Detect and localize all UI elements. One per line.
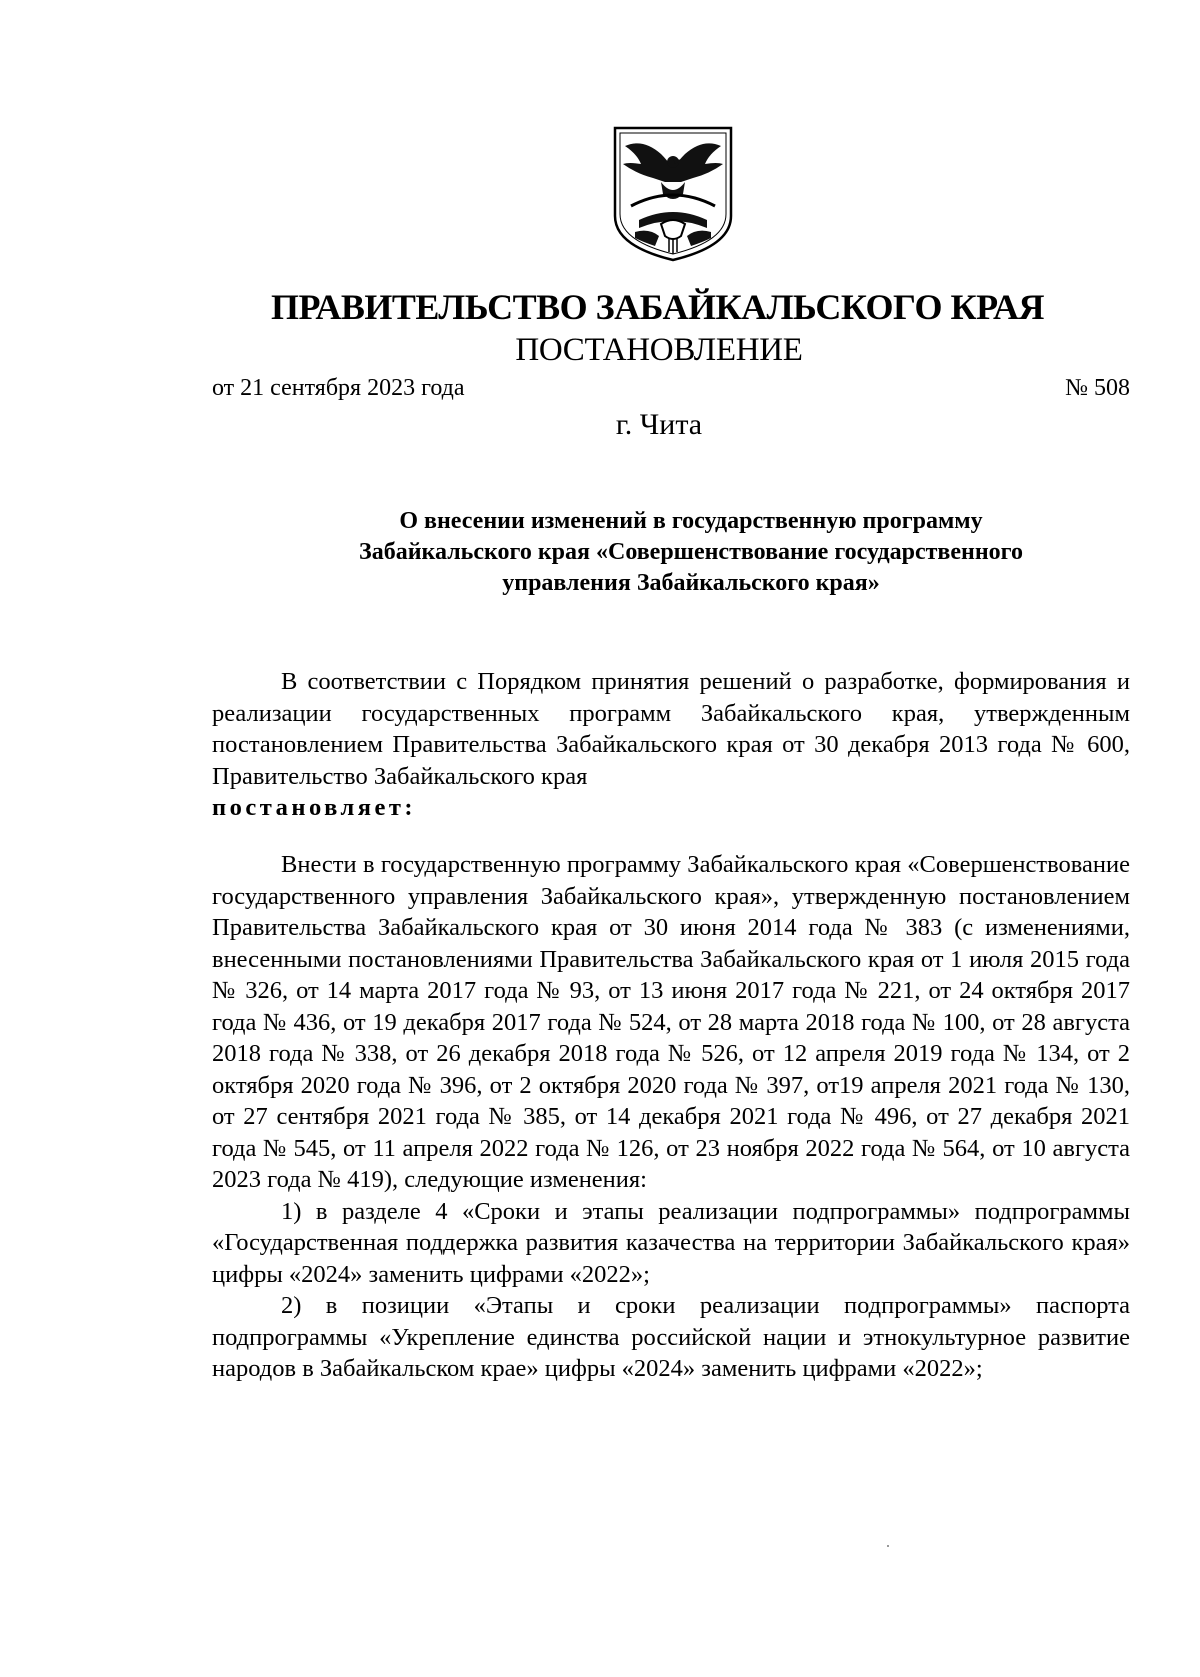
document-type: ПОСТАНОВЛЕНИЕ	[515, 332, 803, 368]
government-title: ПРАВИТЕЛЬСТВО ЗАБАЙКАЛЬСКОГО КРАЯ	[270, 287, 1045, 327]
subject-line: О внесении изменений в государственную программу	[399, 508, 983, 534]
document-date: от 21 сентября 2023 года	[212, 375, 465, 401]
document-city: г. Чита	[615, 408, 703, 441]
change-item: 2) в позиции «Этапы и сроки реализации подпрограммы» паспорта подпрограммы «Укрепление единства российской нации и этнокультурное развитие народов в Забайкальском крае» цифры «2024» заменить цифрами «2022»;	[212, 1292, 1130, 1382]
change-item: 1) в разделе 4 «Сроки и этапы реализации подпрограммы» подпрограммы «Государственная поддержка развития казачества на территории Забайкальского края» цифры «2024» заменить цифрами «2022»;	[212, 1197, 1130, 1288]
main-text: Внести в государственную программу Забайкальского края «Совершенствование государственного управления Забайкальского края», утвержденную постановлением Правительства Забайкальского края от 30 июня 2014 года № 383 (с изменениями, внесенными постановлениями Правительства Забайкальского края от 1 июля 2015 года № 326, от 14 марта 2017 года № 93, от 13 июня 2017 года № 221, от 24 октября 2017 года № 436, от 19 декабря 2017 года № 524, от 28 марта 2018 года № 100, от 28 августа 2018 года № 338, от 26 декабря 2018 года № 526, от 12 апреля 2019 года № 134, от 2 октября 2020 года № 396, от 2 октября 2020 года № 397, от19 апреля 2021 года № 130, от 27 сентября 2021 года № 385, от 14 декабря 2021 года № 496, от 27 декабря 2021 года № 545, от 11 апреля 2022 года № 126, от 23 ноября 2022 года № 564, от 10 августа 2023 года № 419), следующие изменения:	[212, 851, 1130, 1193]
decree-colon: :	[404, 794, 417, 821]
intro-paragraph	[212, 666, 1130, 824]
subject-line: управления Забайкальского края»	[502, 570, 880, 596]
document-number: № 508	[1065, 375, 1130, 401]
subject-line: Забайкальского края «Совершенствование государственного	[359, 539, 1023, 565]
decree-word: постановляет	[212, 794, 405, 821]
scan-speck	[887, 1545, 889, 1547]
coat-of-arms-icon	[609, 124, 737, 264]
document-subject	[212, 506, 1130, 599]
main-paragraph	[212, 849, 1130, 1385]
intro-text: В соответствии с Порядком принятия решений о разработке, формирования и реализации государственных программ Забайкальского края, утвержденным постановлением Правительства Забайкальского края от 30 декабря 2013 года № 600, Правительство Забайкальского края	[212, 668, 1130, 790]
